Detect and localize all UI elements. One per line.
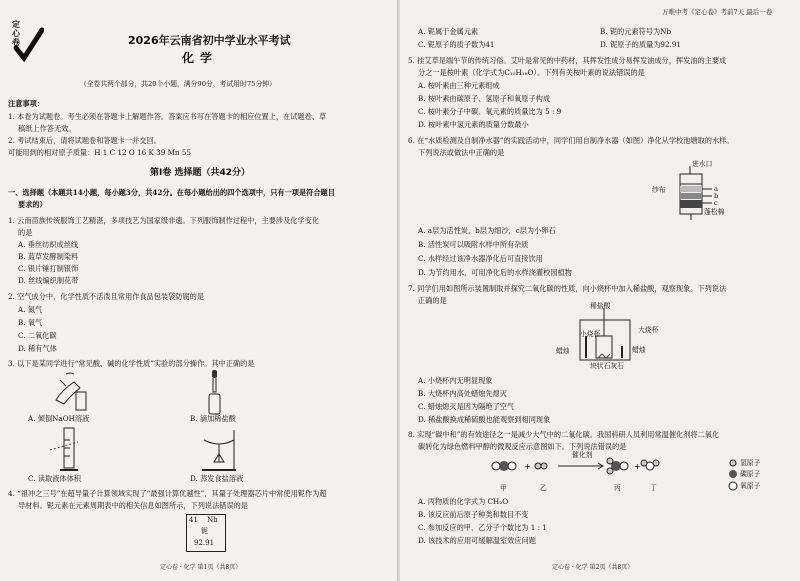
q7-stem: 7. 同学们用如图所示装置制取并探究二氧化碳的性质，向小烧杯中加入稀盐酸，观察现象。下列说法 xyxy=(408,284,727,293)
filter-inlet-label: 进水口 xyxy=(692,160,713,168)
filter-layer-b-label: b xyxy=(714,192,719,200)
q4-option-d: D. 铌原子的质量为92.91 xyxy=(600,40,681,49)
q8-option-a: A. 丙物质的化学式为 CH₂O xyxy=(418,497,509,506)
q8-stem: 8. 实现“碳中和”的有效途径之一是减少大气中的二氧化碳。我国科研人员利用常温催化剂将二氧化 xyxy=(408,430,720,439)
q8-option-d: D. 该技术的应用可缓解温室效应问题 xyxy=(418,536,536,545)
pour-solution-figure xyxy=(52,370,92,414)
q2-option-c: C. 二氧化碳 xyxy=(18,331,57,340)
legend-oxygen: 氧原子 xyxy=(740,482,761,490)
q5-stem: 分之一是桉叶素（化学式为C₁₀H₁₈O）。下列有关桉叶素的说法错误的是 xyxy=(418,68,645,77)
co2-limestone-label: 块状石灰石 xyxy=(590,362,624,370)
note-line: 1. 本卷为试题卷。考生必须在答题卡上解题作答。答案应书写在答题卡的相应位置上，在试题卷、草 xyxy=(8,112,327,121)
q6-stem: 6. 在“水质检测及自制净水器”的实践活动中，同学们用自制净水器（如图）净化从学校池塘取的水样。 xyxy=(408,136,734,145)
q5-option-b: B. 桉叶素由碳原子、氢原子和氧原子构成 xyxy=(418,94,551,103)
page-1 xyxy=(0,0,398,581)
q4-stem: 4. “祖冲之三号”在超导量子计算领域实现了“最强计算优越性”，其量子处理器芯片中常使用铌作为超 xyxy=(8,489,327,498)
co2-candle-label: 蜡烛 xyxy=(556,347,570,355)
reaction-yi-label: 乙 xyxy=(540,484,547,492)
q1-stem: 的是 xyxy=(18,228,33,237)
evaporation-figure xyxy=(196,426,242,474)
co2-small-beaker-label: 小烧杯 xyxy=(580,330,601,338)
element-number: 41 xyxy=(189,516,198,524)
q2-option-d: D. 稀有气体 xyxy=(18,344,57,353)
q3-option-b: B. 滴加稀盐酸 xyxy=(190,414,236,423)
q4-option-c: C. 铌原子的质子数为41 xyxy=(418,40,495,49)
q2-option-b: B. 氧气 xyxy=(18,318,43,327)
q7-option-b: B. 大烧杯内高处蜡烛先熄灭 xyxy=(418,389,507,398)
reaction-bing-label: 丙 xyxy=(614,484,621,492)
co2-acid-label: 稀盐酸 xyxy=(590,302,611,310)
q4-option-a: A. 铌属于金属元素 xyxy=(418,27,479,36)
q6-option-d: D. 为节约用水，可用净化后的水样浇灌校园植物 xyxy=(418,268,572,277)
note-line: 2. 考试结束后，请将试题卷和答题卡一并交回。 xyxy=(8,136,161,145)
q7-stem: 正确的是 xyxy=(418,296,447,305)
legend-hydrogen: 氢原子 xyxy=(740,459,761,467)
svg-text:+: + xyxy=(524,462,531,471)
measuring-cylinder-figure xyxy=(48,426,92,474)
q2-stem: 2. 空气成分中，化学性质不活泼且常用作食品包装袋防腐的是 xyxy=(8,292,205,301)
reaction-diagram xyxy=(490,452,720,486)
co2-big-beaker-label: 大烧杯 xyxy=(638,326,659,334)
q3-option-d: D. 蒸发食盐溶液 xyxy=(190,474,244,483)
element-cell xyxy=(186,514,226,552)
q1-option-a: A. 垂丝纺织成丝线 xyxy=(18,240,79,249)
part-intro: 要求的） xyxy=(18,200,47,209)
section-title: 第Ⅰ卷 选择题（共42分） xyxy=(150,168,251,178)
note-line: 稿纸上作答无效。 xyxy=(18,124,76,133)
reaction-ding-label: 丁 xyxy=(650,484,657,492)
exam-title: 2026年云南省初中学业水平考试 xyxy=(128,34,291,47)
filter-cotton-label: 蓬松棉 xyxy=(704,208,725,216)
page-2 xyxy=(400,0,800,581)
q5-option-d: D. 桉叶素中氢元素的质量分数最小 xyxy=(418,120,529,129)
legend-carbon: 碳原子 xyxy=(740,470,761,478)
q7-option-a: A. 小烧杯内无明显现象 xyxy=(418,376,493,385)
q6-stem: 下列说法或做法中正确的是 xyxy=(418,148,505,157)
element-mass: 92.91 xyxy=(194,539,215,547)
page-footer: 定心卷 · 化学 第1页（共8页） xyxy=(160,564,242,571)
element-symbol: Nb xyxy=(207,516,218,524)
element-name: 铌 xyxy=(201,527,208,535)
filter-layer-c-label: c xyxy=(714,199,718,207)
q5-option-c: C. 桉叶素分子中碳、氧元素的质量比为 5 : 9 xyxy=(418,107,562,116)
q3-option-a: A. 倾倒NaOH溶液 xyxy=(28,414,90,423)
q1-option-d: D. 丝线编织制花带 xyxy=(18,276,79,285)
q4-option-b: B. 铌的元素符号为Nb xyxy=(600,27,672,36)
q2-option-a: A. 氮气 xyxy=(18,305,43,314)
stamp-text: 定心卷 xyxy=(12,19,20,47)
filter-gauze-label: 纱布 xyxy=(652,186,666,194)
reaction-catalyst-label: 催化剂 xyxy=(572,451,593,459)
q1-option-c: C. 银片锤打制银饰 xyxy=(18,264,79,273)
subject-title: 化学 xyxy=(182,51,219,65)
dropper-figure xyxy=(200,368,230,416)
svg-text:+: + xyxy=(634,462,641,471)
q7-option-d: D. 稀盐酸换成稀硫酸也能观察到相同现象 xyxy=(418,415,551,424)
reaction-jia-label: 甲 xyxy=(500,484,507,492)
running-header: 万唯中考《定心卷》考前7天 最后一卷 xyxy=(662,8,773,16)
atom-legend-icons xyxy=(728,458,738,492)
q6-option-c: C. 水样经过该净水器净化后可直接饮用 xyxy=(418,254,543,263)
filter-layer-a-label: a xyxy=(714,185,719,193)
q8-option-c: C. 参加反应的甲、乙分子个数比为 1 : 1 xyxy=(418,523,547,532)
atomic-mass-line: 可能用到的相对原子质量：H 1 C 12 O 16 K 39 Mn 55 xyxy=(8,148,191,157)
q5-option-a: A. 桉叶素由三种元素组成 xyxy=(418,81,500,90)
notes-heading: 注意事项： xyxy=(8,99,44,108)
q5-stem: 5. 挂艾草是端午节的传统习俗。艾叶是常见的中药材，其挥发性成分易挥发油成分，挥发油的主要成 xyxy=(408,56,727,65)
q4-stem: 导材料。铌元素在元素周期表中的相关信息如图所示，下列说法错误的是 xyxy=(18,501,249,510)
q3-stem: 3. 以下是某同学进行“常见酸、碱的化学性质”实验的部分操作。其中正确的是 xyxy=(8,359,255,368)
q8-stem: 碳转化为绿色燃料甲醇的微观反应示意图如下。下列说法错误的是 xyxy=(418,442,627,451)
page-footer: 定心卷 · 化学 第2页（共8页） xyxy=(552,564,634,571)
q6-option-a: A. a层为活性炭，b层为细沙，c层为小卵石 xyxy=(418,226,556,235)
q7-option-c: C. 蜡烛熄灭是因为隔绝了空气 xyxy=(418,402,515,411)
q6-option-b: B. 活性炭可以吸附水样中所有杂质 xyxy=(418,240,529,249)
co2-candle-label: 蜡烛 xyxy=(632,346,646,354)
q1-stem: 1. 云南苗族传统服饰工艺精湛，多项技艺为国家级非遗。下列服饰制作过程中，主要涉及化学变化 xyxy=(8,216,320,225)
q1-option-b: B. 蓝草发酵制染料 xyxy=(18,252,79,261)
q8-option-b: B. 该反应前后原子种类和数目不变 xyxy=(418,510,529,519)
exam-info: （全卷共两个部分，共20个小题，满分90分，考试用时75分钟） xyxy=(80,80,276,88)
q3-option-c: C. 读取液体体积 xyxy=(28,474,81,483)
part-intro: 一、选择题（本题共14小题，每小题3分，共42分。在每小题给出的四个选项中，只有一项是符合题目 xyxy=(8,188,335,197)
